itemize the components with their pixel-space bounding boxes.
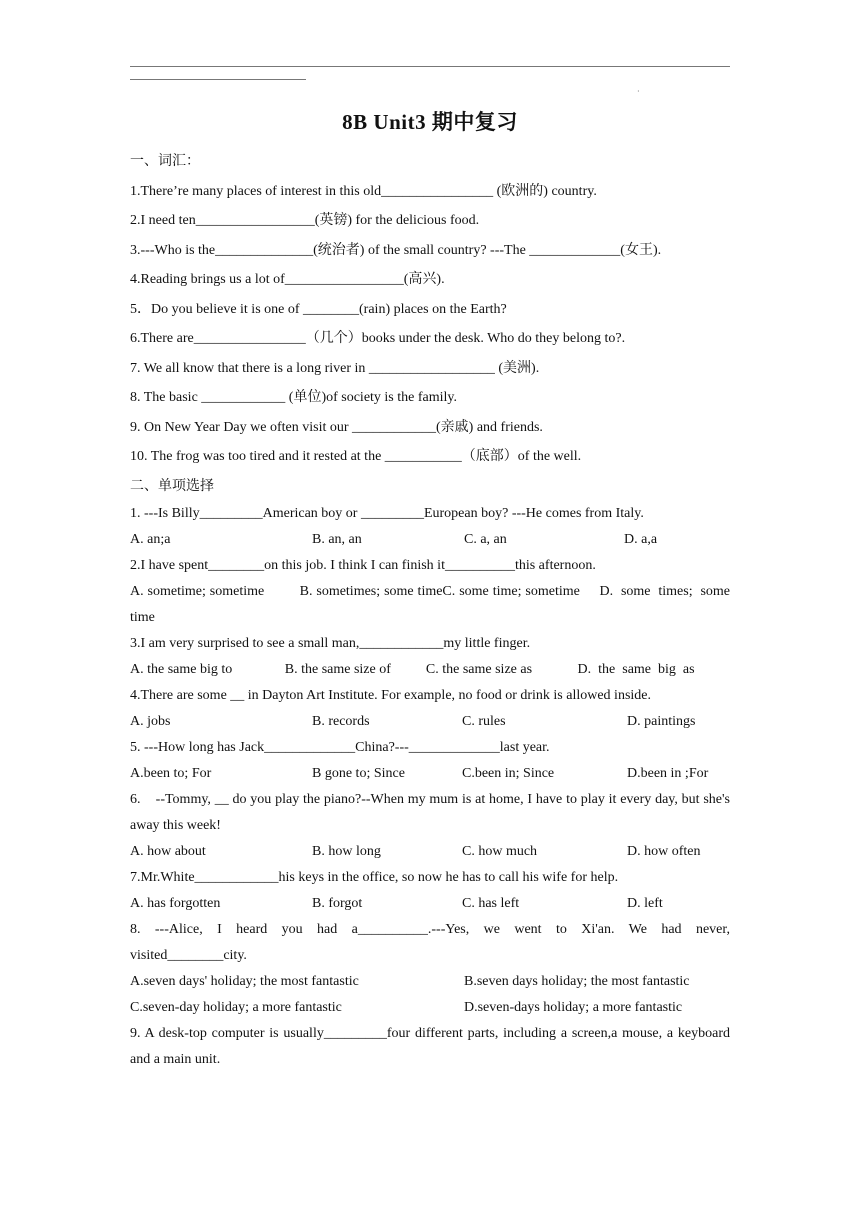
option-c: C.been in; Since bbox=[462, 766, 555, 781]
option-b: B. records bbox=[312, 714, 370, 729]
option-d: D. how often bbox=[627, 844, 701, 859]
option-b: B. how long bbox=[312, 844, 381, 859]
vocab-item-6: 6.There are________________（几个）books under the desk. Who do they belong to?. bbox=[130, 331, 626, 346]
vocab-item-3: 3.---Who is the______________(统治者) of the small country? ---The _____________(女王). bbox=[130, 242, 662, 258]
option-c: C. a, an bbox=[464, 532, 507, 547]
page-title: 8B Unit3 期中复习 bbox=[342, 110, 518, 134]
option-d: D.been in ;For bbox=[627, 766, 709, 781]
question-1-options bbox=[130, 527, 730, 553]
option-d: D. left bbox=[627, 896, 663, 911]
header-rule bbox=[130, 66, 730, 67]
vocab-item-8: 8. The basic ____________ (单位)of society is the family. bbox=[130, 390, 457, 405]
question-6: 6. --Tommy, __ do you play the piano?--When my mum is at home, I have to play it every day, but she's away this week! bbox=[130, 792, 734, 833]
question-2: 2.I have spent________on this job. I think I can finish it__________this afternoon. bbox=[130, 558, 596, 573]
question-5: 5. ---How long has Jack_____________China?---_____________last year. bbox=[130, 740, 550, 755]
question-3-options: A. the same big to B. the same size of C. the same size as D. the same big as bbox=[130, 662, 695, 677]
question-1: 1. ---Is Billy_________American boy or _________European boy? ---He comes from Italy. bbox=[130, 506, 644, 521]
question-2-options: A. sometime; sometime B. sometimes; some timeC. some time; sometime D. some times; some time bbox=[130, 584, 734, 625]
option-b: B gone to; Since bbox=[312, 766, 405, 781]
question-8-options-row-2 bbox=[130, 995, 730, 1021]
question-5-options bbox=[130, 761, 730, 787]
option-a: A.been to; For bbox=[130, 766, 212, 781]
option-d: D.seven-days holiday; a more fantastic bbox=[464, 1000, 683, 1015]
option-c: C. how much bbox=[462, 844, 538, 859]
option-a: A. how about bbox=[130, 844, 206, 859]
header-rule-short bbox=[130, 79, 306, 80]
question-7: 7.Mr.White____________his keys in the office, so now he has to call his wife for help. bbox=[130, 870, 619, 885]
option-d: D. a,a bbox=[624, 532, 658, 547]
question-8: 8. ---Alice, I heard you had a__________.---Yes, we went to Xi'an. We had never, visited________city. bbox=[130, 922, 734, 963]
question-8-options-row-1 bbox=[130, 969, 730, 995]
question-7-options bbox=[130, 891, 730, 917]
vocab-item-7: 7. We all know that there is a long river in __________________ (美洲). bbox=[130, 360, 540, 376]
question-9: 9. A desk-top computer is usually_________four different parts, including a screen,a mouse, a keyboard and a main unit. bbox=[130, 1026, 730, 1067]
vocab-item-10: 10. The frog was too tired and it rested at the ___________（底部）of the well. bbox=[130, 449, 582, 464]
vocab-heading: 一、词汇： bbox=[130, 154, 200, 169]
question-4-options bbox=[130, 709, 730, 735]
option-a: A.seven days' holiday; the most fantastic bbox=[130, 974, 359, 989]
mcq-heading: 二、单项选择 bbox=[130, 478, 214, 494]
option-b: B. an, an bbox=[312, 532, 362, 547]
option-c: C. has left bbox=[462, 896, 520, 911]
option-d: D. paintings bbox=[627, 714, 696, 729]
header-dot: · bbox=[637, 87, 640, 96]
question-6-options bbox=[130, 839, 730, 865]
option-a: A. an;a bbox=[130, 532, 171, 547]
vocab-item-4: 4.Reading brings us a lot of_________________(高兴). bbox=[130, 272, 445, 287]
option-b: B. forgot bbox=[312, 896, 363, 911]
option-c: C.seven-day holiday; a more fantastic bbox=[130, 1000, 342, 1015]
vocab-item-5: 5．Do you believe it is one of ________(rain) places on the Earth? bbox=[130, 301, 507, 317]
option-b: B.seven days holiday; the most fantastic bbox=[464, 974, 690, 989]
option-c: C. rules bbox=[462, 714, 506, 729]
question-3: 3.I am very surprised to see a small man,____________my little finger. bbox=[130, 636, 531, 651]
option-a: A. has forgotten bbox=[130, 896, 221, 911]
question-4: 4.There are some __ in Dayton Art Institute. For example, no food or drink is allowed inside. bbox=[130, 688, 652, 703]
worksheet-content bbox=[130, 147, 734, 1073]
vocab-item-2: 2.I need ten_________________(英镑) for the delicious food. bbox=[130, 213, 480, 228]
vocab-item-1: 1.There’re many places of interest in this old________________ (欧洲的) country. bbox=[130, 183, 597, 199]
option-a: A. jobs bbox=[130, 714, 171, 729]
vocab-item-9: 9. On New Year Day we often visit our ____________(亲戚) and friends. bbox=[130, 419, 543, 435]
